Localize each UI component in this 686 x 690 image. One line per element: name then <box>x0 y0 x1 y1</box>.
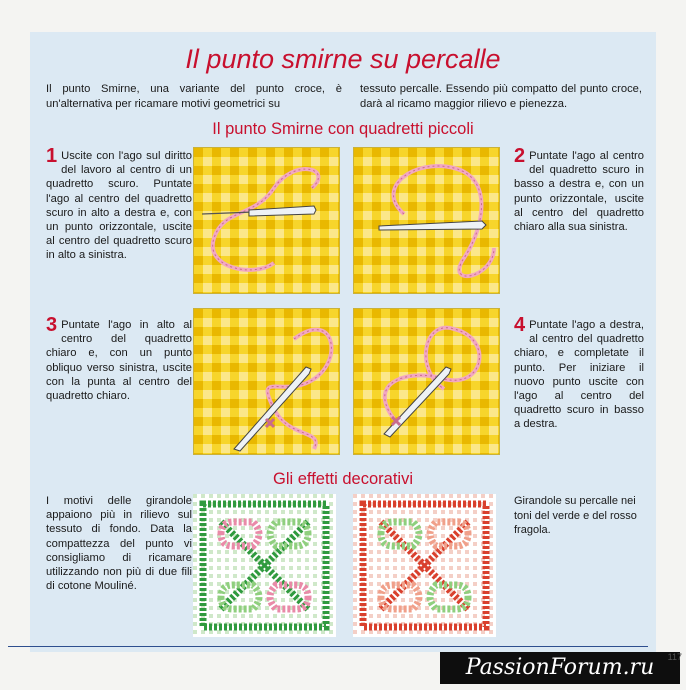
step-text: Puntate l'ago al centro del quadretto scuro in basso a destra e, con un punto orizzontale, uscite al centro del quadretto chiaro alla sua sinistra. <box>514 150 644 234</box>
effects-description: I motivi delle girandole appaiono più in rilievo sul tessuto di fondo. Data la compattezza del punto vi consigliamo di ricamare utilizzando non più di due fili di cotone Mouliné. <box>46 495 192 593</box>
page-title: Il punto smirne su percalle <box>185 44 501 74</box>
step-1 <box>46 145 192 263</box>
illustration-step-1 <box>193 147 340 294</box>
illustration-step-3 <box>193 308 340 455</box>
step-text: Puntate l'ago a destra, al centro del quadretto chiaro, e completate il punto. Per iniziare il nuovo punto uscite con l'ago al centro del quadretto scuro in basso a destra. <box>514 319 644 431</box>
red-pinwheel-motif <box>353 494 496 637</box>
illustration-step-2 <box>353 147 500 294</box>
illustration-step-4 <box>353 308 500 455</box>
step-3 <box>46 314 192 403</box>
page-sheet <box>30 32 656 652</box>
step-number: 2 <box>514 145 526 167</box>
section-heading-decorative-effects: Gli effetti decorativi <box>272 470 413 488</box>
intro-left: Il punto Smirne, una variante del punto croce, è un'alternativa per ricamare motivi geometrici su <box>46 83 342 110</box>
step-number: 1 <box>46 145 58 167</box>
intro-right: tessuto percalle. Essendo più compatto del punto croce, darà al ricamo maggior rilievo e pienezza. <box>360 83 642 110</box>
section-heading-small-squares: Il punto Smirne con quadretti piccoli <box>212 120 474 138</box>
watermark: PassionForum.ru <box>440 652 680 684</box>
footer-rule <box>8 646 648 647</box>
motif-caption: Girandole su percalle nei toni del verde e del rosso fragola. <box>514 495 637 536</box>
step-number: 3 <box>46 314 58 336</box>
step-text: Uscite con l'ago sul diritto del lavoro al centro di un quadretto scuro. Puntate l'ago al centro del quadretto scuro in alto a destra e, con un punto orizzontale, uscite al centro del quadretto scuro in alto a sinistra. <box>46 150 192 262</box>
green-pinwheel-motif <box>193 494 336 637</box>
page-number: 117 <box>667 652 682 662</box>
step-number: 4 <box>514 314 526 336</box>
step-text: Puntate l'ago in alto al centro del quadretto chiaro e, con un punto obliquo verso sinistra, uscite con la punta al centro del quadretto chiaro. <box>46 319 192 403</box>
step-4 <box>514 314 644 432</box>
step-2 <box>514 145 644 234</box>
